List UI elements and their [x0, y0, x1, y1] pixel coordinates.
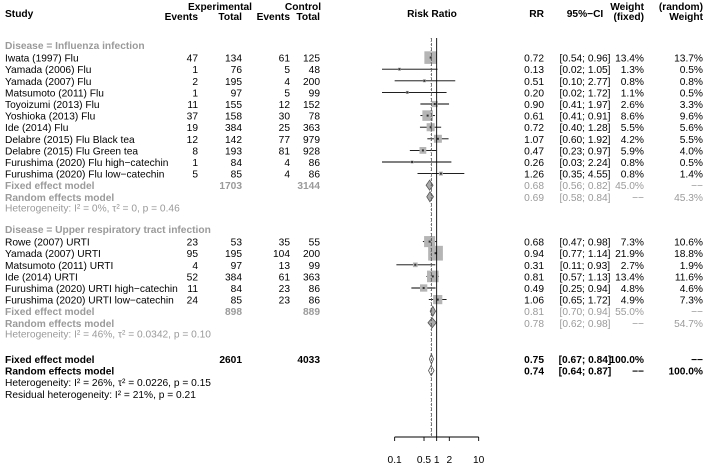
study-weight-random: 13.7%	[674, 53, 703, 65]
point-estimate	[437, 138, 439, 140]
control-events: 4	[284, 158, 290, 169]
study-label: Ide (2014) URTI	[5, 272, 78, 284]
control-total: 86	[308, 295, 320, 307]
experimental-events: 12	[186, 134, 198, 146]
plot-area	[382, 38, 464, 437]
study-rr: 0.13	[524, 65, 544, 77]
control-total: 99	[308, 260, 320, 272]
x-tick-label: 0.1	[387, 455, 402, 466]
subgroup-fixed-model-weight-fixed: 45.0%	[615, 181, 644, 193]
study-label: Yamada (2007) Flu	[5, 76, 92, 88]
study-weight-random: 4.6%	[679, 284, 703, 295]
overall-fixed-model-rr: 0.75	[524, 355, 544, 366]
weight-fixed-subheader: (fixed)	[613, 12, 644, 23]
subgroup-random-model-rr: 0.78	[524, 318, 544, 330]
study-rr: 0.72	[524, 53, 544, 65]
study-rr: 0.68	[524, 237, 544, 249]
study-weight-random: 0.5%	[679, 158, 703, 169]
experimental-events: 47	[186, 53, 198, 65]
control-total: 200	[303, 76, 320, 88]
study-ci: [0.02; 1.72]	[559, 88, 611, 100]
overall-random-model-rr: 0.74	[524, 366, 544, 378]
experimental-total: 85	[230, 169, 242, 181]
control-total: 363	[303, 272, 320, 284]
study-weight-fixed: 4.8%	[620, 284, 644, 295]
study-weight-random: 7.3%	[679, 295, 703, 307]
subgroup-fixed-model-experimental-total: 898	[225, 307, 242, 319]
experimental-total: 85	[230, 295, 242, 307]
point-estimate	[406, 91, 408, 93]
study-rr: 0.26	[524, 158, 544, 169]
study-label: Furushima (2020) Flu low−catechin	[5, 169, 165, 181]
point-estimate	[434, 103, 436, 105]
experimental-events: 2	[192, 76, 198, 88]
control-total: 86	[308, 158, 320, 169]
rr-header: RR	[529, 9, 544, 20]
point-estimate	[414, 264, 416, 266]
control-total: 363	[303, 123, 320, 135]
experimental-events: 11	[187, 100, 198, 111]
control-total: 928	[303, 146, 320, 158]
point-estimate	[440, 173, 442, 175]
control-events: 23	[278, 284, 290, 295]
x-tick-label: 0.5	[416, 455, 432, 466]
experimental-total: 384	[225, 272, 242, 284]
subgroup-random-model-weight-random: 45.3%	[674, 192, 703, 204]
control-events: 104	[273, 249, 290, 261]
overall-fixed-model-ci: [0.67; 0.84]	[558, 355, 612, 366]
study-rr: 0.51	[524, 76, 544, 88]
control-events: 61	[278, 272, 290, 284]
subgroup-random-model-rr: 0.69	[524, 192, 544, 204]
point-estimate	[423, 287, 425, 289]
study-weight-fixed: 2.6%	[620, 100, 644, 111]
overall-random-model-weight-fixed: −−	[632, 366, 644, 378]
study-weight-random: 1.4%	[679, 169, 703, 181]
point-estimate	[429, 241, 431, 243]
control-total: 55	[308, 237, 320, 249]
study-weight-random: 0.5%	[679, 88, 703, 100]
control-total: 86	[308, 169, 320, 181]
x-tick-label: 2	[446, 455, 453, 466]
experimental-events: 1	[192, 88, 198, 100]
subgroup-random-model-label: Random effects model	[5, 318, 115, 330]
study-weight-fixed: 4.2%	[620, 134, 644, 146]
subgroup-fixed-model-weight-fixed: 55.0%	[615, 307, 644, 319]
subgroup-random-model-ci: [0.62; 0.98]	[559, 318, 611, 330]
study-weight-fixed: 0.8%	[620, 158, 644, 169]
subgroup-random-model-label: Random effects model	[5, 192, 115, 204]
overall-heterogeneity: Heterogeneity: I² = 26%, τ² = 0.0226, p = 0.15	[5, 378, 211, 390]
study-weight-random: 4.0%	[679, 146, 703, 158]
study-ci: [0.03; 2.24]	[559, 158, 611, 169]
study-rr: 0.72	[524, 123, 544, 135]
study-weight-fixed: 2.7%	[620, 260, 644, 272]
study-label: Yamada (2007) URTI	[5, 249, 101, 261]
subgroup-fixed-model-rr: 0.68	[524, 181, 544, 193]
experimental-events: 24	[186, 295, 198, 307]
risk-ratio-header: Risk Ratio	[407, 9, 457, 20]
experimental-total: 142	[225, 134, 242, 146]
study-ci: [0.47; 0.98]	[559, 237, 611, 249]
overall-random-model-ci: [0.64; 0.87]	[558, 366, 612, 378]
study-label: Yoshioka (2013) Flu	[5, 111, 96, 123]
point-estimate	[398, 68, 400, 70]
control-total: 86	[308, 284, 320, 295]
experimental-events: 95	[186, 249, 198, 261]
experimental-total: 384	[225, 123, 242, 135]
experimental-events: 4	[192, 260, 198, 272]
study-rr: 0.47	[524, 146, 544, 158]
x-axis	[388, 437, 485, 466]
study-rr: 1.06	[524, 295, 544, 307]
overall-fixed-model-weight-fixed: 100.0%	[609, 355, 644, 366]
study-weight-fixed: 1.3%	[620, 65, 644, 77]
study-ci: [0.60; 1.92]	[559, 134, 611, 146]
experimental-events: 19	[186, 123, 198, 135]
x-tick-label: 10	[473, 455, 485, 466]
subgroup-random-model-weight-fixed: −−	[632, 192, 644, 204]
control-events: 25	[278, 123, 290, 135]
point-estimate	[430, 126, 432, 128]
study-ci: [0.65; 1.72]	[559, 295, 611, 307]
study-ci: [0.35; 4.55]	[559, 169, 611, 181]
subgroup-random-model-diamond	[428, 318, 436, 328]
control-total: 152	[303, 100, 320, 111]
study-ci: [0.77; 1.14]	[559, 249, 611, 261]
study-ci: [0.25; 0.94]	[559, 284, 611, 295]
experimental-total: 84	[230, 158, 242, 169]
control-events: 23	[278, 295, 290, 307]
subgroup-random-model-ci: [0.58; 0.84]	[559, 192, 611, 204]
experimental-events: 11	[187, 284, 198, 295]
subgroup-fixed-model-rr: 0.81	[524, 307, 544, 319]
experimental-total: 134	[225, 53, 242, 65]
table-rows	[5, 41, 703, 401]
experimental-total: 76	[230, 65, 242, 77]
overall-random-model-weight-random: 100.0%	[668, 366, 703, 378]
control-events: 12	[278, 100, 290, 111]
study-ci: [0.54; 0.96]	[559, 53, 611, 65]
control-events: 35	[278, 237, 290, 249]
control-events: 4	[284, 76, 290, 88]
control-header: Control	[284, 2, 322, 13]
study-label: Iwata (1997) Flu	[5, 53, 79, 65]
study-ci: [0.23; 0.97]	[559, 146, 611, 158]
experimental-events: 37	[186, 111, 198, 123]
experimental-events: 23	[186, 237, 198, 249]
study-weight-random: 0.5%	[679, 65, 703, 77]
study-label: Rowe (2007) URTI	[5, 237, 90, 249]
overall-fixed-model-weight-random: −−	[691, 355, 703, 366]
study-rr: 0.31	[524, 260, 544, 272]
study-rr: 1.07	[524, 134, 544, 146]
study-weight-random: 18.8%	[674, 249, 703, 261]
experimental-total: 195	[225, 76, 242, 88]
study-column-header: Study	[5, 9, 34, 20]
study-label: Yamada (2006) Flu	[5, 65, 92, 77]
experimental-total: 193	[225, 146, 242, 158]
study-weight-fixed: 21.9%	[615, 249, 644, 261]
weight-random-header: (random)	[658, 2, 703, 13]
experimental-header: Experimental	[188, 2, 252, 13]
study-weight-fixed: 8.6%	[620, 111, 644, 123]
residual-heterogeneity: Residual heterogeneity: I² = 21%, p = 0.21	[5, 389, 196, 401]
experimental-events: 52	[186, 272, 198, 284]
study-weight-fixed: 1.1%	[620, 88, 644, 100]
control-events-header: Events	[256, 12, 290, 23]
subgroup-fixed-model-weight-random: −−	[691, 181, 703, 193]
study-weight-fixed: 4.9%	[620, 295, 644, 307]
experimental-total: 195	[225, 249, 242, 261]
experimental-total: 158	[225, 111, 242, 123]
control-total: 48	[308, 65, 320, 77]
experimental-events: 8	[192, 146, 198, 158]
subgroup-fixed-model-experimental-total: 1703	[219, 181, 242, 193]
control-total: 99	[308, 88, 320, 100]
control-events: 13	[278, 260, 290, 272]
control-events: 30	[278, 111, 290, 123]
study-weight-random: 11.6%	[674, 272, 703, 284]
subgroup-heterogeneity: Heterogeneity: I² = 46%, τ² = 0.0342, p = 0.10	[5, 329, 211, 341]
control-events: 5	[284, 65, 290, 77]
study-ci: [0.02; 1.05]	[559, 65, 611, 77]
subgroup-fixed-model-weight-random: −−	[691, 307, 703, 319]
subgroup-fixed-model-ci: [0.70; 0.94]	[559, 307, 611, 319]
subgroup-random-model-weight-fixed: −−	[632, 318, 644, 330]
study-weight-fixed: 13.4%	[615, 53, 644, 65]
table-header	[5, 2, 704, 23]
control-events: 5	[284, 88, 290, 100]
subgroup-fixed-model-label: Fixed effect model	[5, 307, 95, 319]
subgroup-title: Disease = Upper respiratory tract infection	[5, 225, 211, 236]
study-label: Furushima (2020) URTI high−catechin	[5, 284, 178, 295]
study-ci: [0.11; 0.93]	[559, 260, 611, 272]
control-total: 979	[303, 134, 320, 146]
study-ci: [0.41; 1.97]	[559, 100, 611, 111]
experimental-events: 1	[192, 65, 198, 77]
study-rr: 0.81	[524, 272, 544, 284]
experimental-total: 84	[230, 284, 242, 295]
overall-fixed-model-label: Fixed effect model	[5, 355, 95, 366]
study-rr: 0.49	[524, 284, 544, 295]
study-rr: 0.61	[524, 111, 544, 123]
subgroup-fixed-model-label: Fixed effect model	[5, 181, 95, 193]
experimental-events: 5	[192, 169, 198, 181]
control-total: 78	[308, 111, 320, 123]
study-weight-random: 10.6%	[674, 237, 703, 249]
subgroup-random-model-diamond	[427, 192, 434, 202]
experimental-total-header: Total	[218, 12, 242, 23]
subgroup-fixed-model-diamond	[426, 180, 433, 190]
study-rr: 0.20	[524, 88, 544, 100]
overall-fixed-model-control-total: 4033	[297, 355, 320, 366]
point-estimate	[411, 161, 413, 163]
study-weight-random: 1.9%	[679, 260, 703, 272]
study-label: Toyoizumi (2013) Flu	[5, 100, 100, 111]
study-ci: [0.57; 1.13]	[559, 272, 611, 284]
subgroup-fixed-model-control-total: 889	[303, 307, 320, 319]
subgroup-fixed-model-ci: [0.56; 0.82]	[559, 181, 611, 193]
ci-header: 95%−CI	[566, 9, 604, 20]
subgroup-heterogeneity: Heterogeneity: I² = 0%, τ² = 0, p = 0.46	[5, 203, 180, 215]
point-estimate	[427, 115, 429, 117]
control-events: 4	[284, 169, 290, 181]
study-weight-fixed: 5.5%	[620, 123, 644, 135]
study-weight-fixed: 5.9%	[620, 146, 644, 158]
study-ci: [0.41; 0.91]	[559, 111, 611, 123]
x-tick-label: 1	[433, 455, 440, 466]
subgroup-fixed-model-control-total: 3144	[297, 181, 320, 193]
overall-fixed-model-experimental-total: 2601	[219, 355, 242, 366]
study-weight-fixed: 7.3%	[620, 237, 644, 249]
control-total-header: Total	[296, 12, 320, 23]
study-label: Furushima (2020) Flu high−catechin	[5, 158, 169, 169]
study-label: Delabre (2015) Flu Black tea	[5, 134, 135, 146]
control-total: 200	[303, 249, 320, 261]
point-estimate	[423, 80, 425, 82]
control-events: 77	[278, 134, 290, 146]
experimental-total: 53	[230, 237, 242, 249]
study-label: Matsumoto (2011) Flu	[5, 88, 104, 100]
point-estimate	[432, 275, 434, 277]
experimental-total: 155	[225, 100, 242, 111]
study-weight-fixed: 13.4%	[615, 272, 644, 284]
control-events: 81	[278, 146, 290, 158]
study-weight-fixed: 0.8%	[620, 169, 644, 181]
study-weight-random: 0.8%	[679, 76, 703, 88]
study-rr: 0.94	[524, 249, 544, 261]
study-label: Ide (2014) Flu	[5, 123, 69, 135]
study-weight-random: 9.6%	[679, 111, 703, 123]
study-label: Delabre (2015) Flu Green tea	[5, 146, 139, 158]
study-weight-random: 5.5%	[679, 134, 703, 146]
study-weight-fixed: 0.8%	[620, 76, 644, 88]
point-estimate	[422, 149, 424, 151]
study-label: Furushima (2020) URTI low−catechin	[5, 295, 174, 307]
experimental-total: 97	[230, 88, 242, 100]
study-label: Matsumoto (2011) URTI	[5, 260, 114, 272]
experimental-events: 1	[192, 158, 198, 169]
study-weight-random: 3.3%	[679, 100, 703, 111]
control-events: 61	[278, 53, 290, 65]
study-rr: 1.26	[524, 169, 544, 181]
subgroup-title: Disease = Influenza infection	[5, 41, 145, 52]
control-total: 125	[303, 53, 320, 65]
weight-random-subheader: Weight	[669, 12, 703, 23]
subgroup-random-model-weight-random: 54.7%	[674, 318, 703, 330]
study-ci: [0.10; 2.77]	[559, 76, 611, 88]
study-rr: 0.90	[524, 100, 544, 111]
overall-random-model-label: Random effects model	[5, 366, 115, 378]
experimental-events-header: Events	[164, 12, 198, 23]
weight-fixed-header: Weight	[610, 2, 644, 13]
experimental-total: 97	[230, 260, 242, 272]
study-ci: [0.40; 1.28]	[559, 123, 611, 135]
study-weight-random: 5.6%	[679, 123, 703, 135]
